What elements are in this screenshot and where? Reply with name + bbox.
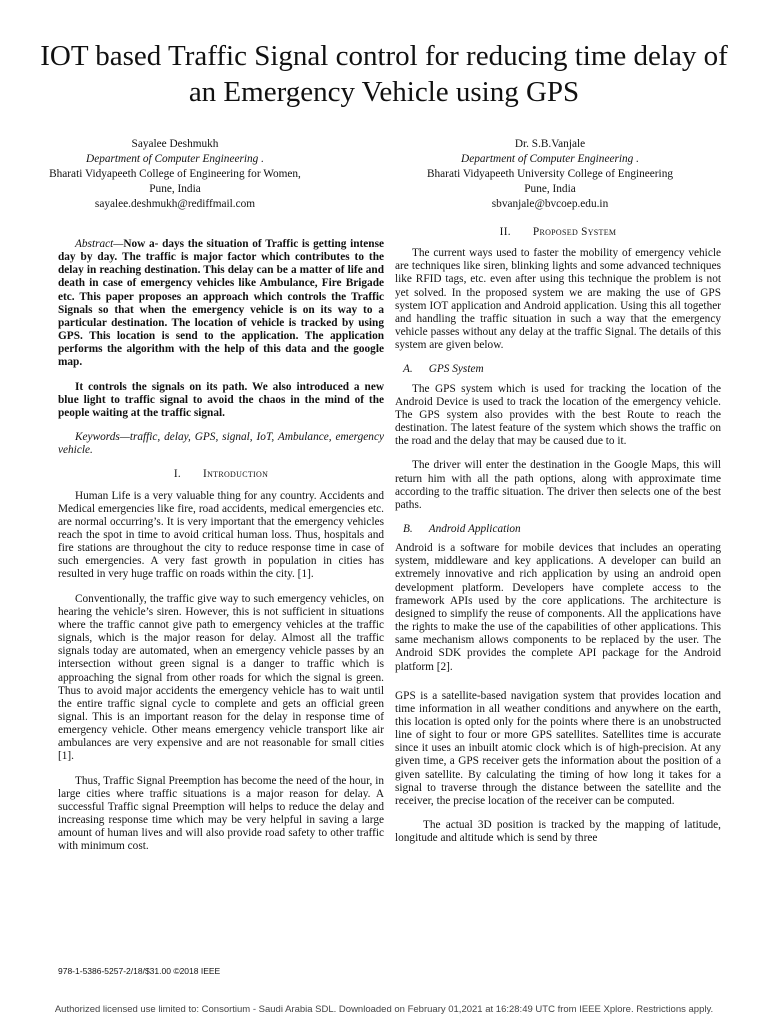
body-paragraph: The driver will enter the destination in the Google Maps, this will return him with all the path options, along with approximate time according to the traffic situation. The driver then selects one of the best paths.	[395, 459, 721, 511]
author-department: Department of Computer Engineering .	[86, 153, 264, 165]
section-title: Introduction	[203, 468, 269, 481]
body-paragraph: The actual 3D position is tracked by the mapping of latitude, longitude and altitude which is send by three	[395, 819, 721, 845]
license-footer: Authorized licensed use limited to: Consortium - Saudi Arabia SDL. Downloaded on February 01,2021 at 16:28:49 UTC from IEEE Xplore. Restrictions apply.	[54, 1004, 714, 1015]
subsection-heading-gps-system	[395, 363, 721, 376]
abstract-paragraph-2: It controls the signals on its path. We also introduced a new blue light to traffic signal to avoid the chaos in the mind of the people waiting at the traffic signal.	[58, 380, 384, 419]
subsection-title: Android Application	[428, 522, 521, 535]
author-college: Bharati Vidyapeeth College of Engineering for Women,	[49, 168, 301, 180]
author-city: Pune, India	[524, 183, 576, 195]
section-title: Proposed System	[532, 226, 617, 238]
body-paragraph: Human Life is a very valuable thing for any country. Accidents and Medical emergencies like fire, road accidents, medical emergencies etc. are normal occurring’s. It is very important that the emergency vehicles reach the spot in time to avoid critical human loss. Thus, hospitals and fire stations are throughout the city to reduce response time in case of such emergencies. A very fast growth in population in cities has resulted in very huge traffic on roads within the city. [1].	[58, 489, 384, 581]
abstract-lead: Abstract—	[75, 238, 124, 250]
body-paragraph: GPS is a satellite-based navigation system that provides location and time information in all weather conditions and anywhere on the earth, this location is opted only for the points where there is an unobstructed line of sight to four or more GPS satellites. Satellites time is accurate since it uses an inbuilt atomic clock which is of high-precision. At any given time, a GPS receiver gets the information about the position of a given satellite. By calculating the timing of how long it takes for a signal to traverse through the distance between the satellite and the receiver, the precise location of the receiver can be computed.	[395, 689, 721, 807]
abstract-text: Now a- days the situation of Traffic is getting intense day by day. The traffic is major factor which contributes to the delay in reaching destination. This delay can be a matter of life and death in case of emergency vehicles like Ambulance, Fire Brigade etc. This paper proposes an approach which controls the Traffic Signals so that when the emergency vehicle is on its way to a particular destination. The location of vehicle is tracked by using GPS. This location is send to the application. The application performs the algorithm with the help of this data and the google map.	[58, 238, 384, 369]
left-column	[58, 238, 384, 865]
body-paragraph: The current ways used to faster the mobility of emergency vehicle are techniques like siren, blinking lights and some advanced techniques like RFID tags, etc. even after using this technique the problem is not yet solved. In the proposed system we are making the use of GPS system IOT application and Android application. Using this all together and handling the traffic situation in such a way that the emergency vehicle passes without any delay at the traffic Signal. The details of this system are given below.	[395, 247, 721, 352]
author-email: sbvanjale@bvcoep.edu.in	[491, 198, 609, 210]
body-paragraph: Conventionally, the traffic give way to such emergency vehicles, on hearing the vehicle’s siren. However, this is not sufficient in situations where the traffic cannot give path to emergency vehicles at the traffic signals, which is the major reason for delay. Almost all the traffic signals today are automated, when an emergency vehicle passes by an intersection without green signal is a danger to traffic which is approaching the signal from other roads for which the signal is green. Thus to avoid major accidents the emergency vehicle has to wait until the entire traffic signal cycle to complete and gets an official green signal. This is an important reason for the delay in response time of emergency vehicle. Other means emergency vehicle transport like air ambulances are very expensive and are not reasonable for small cities [1].	[58, 592, 384, 763]
subsection-letter: A.	[403, 363, 413, 376]
body-paragraph: The GPS system which is used for tracking the location of the Android Device is used to track the location of the emergency vehicle. The GPS system also provides with the best Route to reach the destination. The latest feature of the system which shows the traffic on the road and the delay that may be caused due to it.	[395, 382, 721, 448]
author-name: Sayalee Deshmukh	[131, 138, 219, 150]
author-name: Dr. S.B.Vanjale	[514, 138, 586, 150]
author-block-1	[30, 137, 320, 212]
keywords: Keywords—traffic, delay, GPS, signal, IoT, Ambulance, emergency vehicle.	[58, 431, 384, 457]
section-number: II.	[499, 226, 511, 238]
section-heading-introduction	[58, 468, 384, 481]
right-column	[395, 226, 721, 856]
section-number: I.	[173, 468, 182, 481]
subsection-title: GPS System	[428, 363, 484, 376]
body-paragraph: Android is a software for mobile devices that includes an operating system, middleware and key applications. A developer can build an extremely innovative and rich application by using an android open development platform. Developers have complete access to the framework APIs used by the core applications. The architecture is designed to simplify the reuse of components. All the applications have the rights to make the use of the capabilities of other applications. This same mechanism allows components to be replaced by the user. The Android SDK provides the complete API package for the Android platform [2].	[395, 542, 721, 673]
author-college: Bharati Vidyapeeth University College of Engineering	[426, 168, 673, 180]
subsection-heading-android-application	[395, 523, 721, 536]
abstract-paragraph	[58, 238, 384, 370]
author-email: sayalee.deshmukh@rediffmail.com	[94, 198, 256, 210]
copyright-notice: 978-1-5386-5257-2/18/$31.00 ©2018 IEEE	[58, 966, 221, 976]
author-department: Department of Computer Engineering .	[461, 153, 639, 165]
paper-title: IOT based Traffic Signal control for reducing time delay of an Emergency Vehicle using GPS	[40, 40, 728, 108]
body-paragraph: Thus, Traffic Signal Preemption has become the need of the hour, in large cities where traffic situations is a major reason for delay. A successful Traffic signal Preemption will helps to reduce the delay and increasing response time which may be very helpful in saving a large amount of human lives and will also provide road safety to other traffic with minimum cost.	[58, 774, 384, 853]
section-heading-proposed-system	[395, 226, 721, 239]
author-city: Pune, India	[149, 183, 201, 195]
subsection-letter: B.	[403, 522, 413, 535]
author-block-2	[390, 137, 710, 212]
